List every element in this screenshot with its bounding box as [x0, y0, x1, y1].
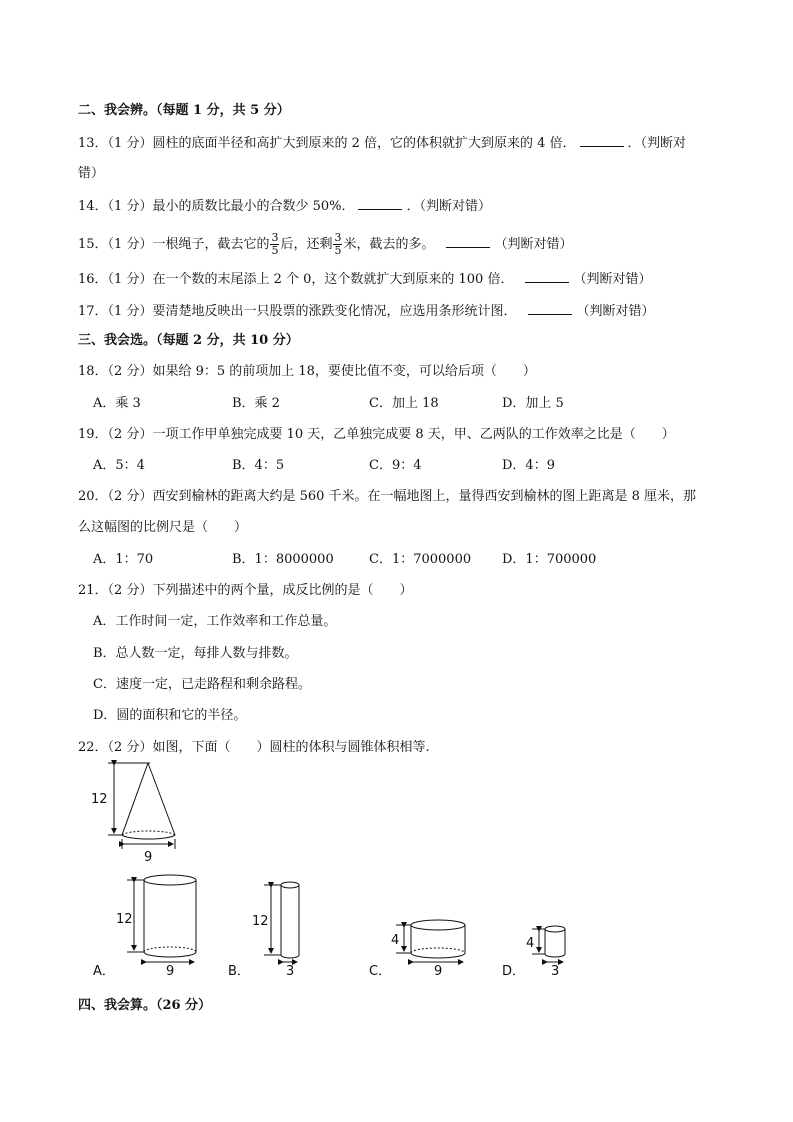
- cylinder-a-diameter: 9: [166, 964, 175, 979]
- q19-option-c[interactable]: C．9：4: [369, 458, 422, 473]
- q14-suffix: ．（判断对错）: [406, 199, 491, 214]
- cylinder-d-diameter: 3: [551, 964, 560, 979]
- q21-option-d[interactable]: D．圆的面积和它的半径。: [93, 708, 247, 723]
- q20-option-b[interactable]: B．1：8000000: [232, 552, 334, 567]
- question-13: [78, 134, 686, 152]
- cylinder-b: [228, 882, 299, 979]
- q19-option-a[interactable]: A．5：4: [93, 458, 145, 473]
- fraction-2: $\frac{3}{5}$: [334, 231, 342, 257]
- question-14: [78, 197, 491, 215]
- option-d-label[interactable]: D．: [502, 964, 526, 979]
- q18-option-d[interactable]: D．加上 5: [502, 396, 564, 411]
- cone-figure: [91, 763, 175, 865]
- q18-option-b[interactable]: B．乘 2: [232, 396, 280, 411]
- cylinder-d-height: 4: [526, 936, 535, 951]
- answer-blank[interactable]: [446, 235, 490, 248]
- question-16: [78, 270, 651, 288]
- q21-option-a[interactable]: A．工作时间一定，工作效率和工作总量。: [93, 614, 337, 629]
- answer-blank[interactable]: [525, 270, 569, 283]
- cylinder-a-height: 12: [116, 912, 133, 927]
- q21-option-c[interactable]: C．速度一定，已走路程和剩余路程。: [93, 677, 311, 692]
- answer-blank[interactable]: [580, 134, 624, 147]
- q17-text: 17．（1 分）要清楚地反映出一只股票的涨跌变化情况，应选用条形统计图．: [78, 304, 517, 319]
- answer-blank[interactable]: [528, 302, 572, 315]
- cylinder-c-diameter: 9: [434, 964, 443, 979]
- q20-option-c[interactable]: C．1：7000000: [369, 552, 472, 567]
- q17-suffix: （判断对错）: [576, 304, 655, 319]
- q15-part2: 后，还剩: [280, 237, 333, 252]
- cylinder-c-height: 4: [391, 933, 400, 948]
- q15-part1: 15．（1 分）一根绳子，截去它的: [78, 237, 270, 252]
- option-b-label[interactable]: B．: [228, 964, 250, 979]
- cone-diameter-label: 9: [144, 850, 153, 865]
- q22-figures: [0, 755, 793, 995]
- option-c-label[interactable]: C．: [369, 964, 392, 979]
- q15-suffix: （判断对错）: [494, 237, 573, 252]
- q19-option-d[interactable]: D．4：9: [502, 458, 555, 473]
- q14-text: 14．（1 分）最小的质数比最小的合数少 50%．: [78, 199, 355, 214]
- question-19: 19．（2 分）一项工作甲单独完成要 10 天，乙单独完成要 8 天，甲、乙两队的工作效率之比是（ ）: [78, 427, 675, 442]
- q16-text: 16．（1 分）在一个数的末尾添上 2 个 0，这个数就扩大到原来的 100 倍．: [78, 272, 514, 287]
- question-20: 20．（2 分）西安到榆林的距离大约是 560 千米。在一幅地图上，量得西安到榆林的图上距离是 8 厘米，那: [78, 489, 697, 504]
- fraction-1: $\frac{3}{5}$: [271, 231, 279, 257]
- q18-option-a[interactable]: A．乘 3: [93, 396, 141, 411]
- q20-continuation: 么这幅图的比例尺是（ ）: [78, 520, 248, 535]
- q21-option-b[interactable]: B．总人数一定，每排人数与排数。: [93, 646, 298, 661]
- question-18: 18．（2 分）如果给 9：5 的前项加上 18，要使比值不变，可以给后项（ ）: [78, 364, 536, 379]
- cylinder-c: [369, 920, 465, 979]
- question-22: 22．（2 分）如图，下面（ ）圆柱的体积与圆锥体积相等.: [78, 740, 430, 755]
- q19-option-b[interactable]: B．4：5: [232, 458, 285, 473]
- question-15: [78, 232, 573, 257]
- cone-height-label: 12: [91, 792, 108, 807]
- q15-part3: 米，截去的多。: [343, 237, 435, 252]
- q13-continuation: 错）: [78, 166, 105, 181]
- q20-option-d[interactable]: D．1：700000: [502, 552, 597, 567]
- option-a-label[interactable]: A．: [93, 964, 115, 979]
- q13-text: 13．（1 分）圆柱的底面半径和高扩大到原来的 2 倍，它的体积就扩大到原来的 4 倍．: [78, 136, 576, 151]
- cylinder-b-height: 12: [252, 914, 269, 929]
- cylinder-d: [502, 926, 565, 979]
- section-2-heading: 二、我会辨。（每题 1 分，共 5 分）: [78, 103, 290, 118]
- question-17: [78, 302, 654, 320]
- question-21: 21．（2 分）下列描述中的两个量，成反比例的是（ ）: [78, 583, 413, 598]
- cylinder-a: [93, 875, 196, 979]
- q13-suffix: ．（判断对: [627, 136, 687, 151]
- q20-option-a[interactable]: A．1：70: [93, 552, 154, 567]
- section-3-heading: 三、我会选。（每题 2 分，共 10 分）: [78, 333, 299, 348]
- q16-suffix: （判断对错）: [573, 272, 652, 287]
- section-4-heading: 四、我会算。（26 分）: [78, 998, 212, 1013]
- answer-blank[interactable]: [358, 197, 402, 210]
- q18-option-c[interactable]: C．加上 18: [369, 396, 439, 411]
- cylinder-b-diameter: 3: [286, 964, 295, 979]
